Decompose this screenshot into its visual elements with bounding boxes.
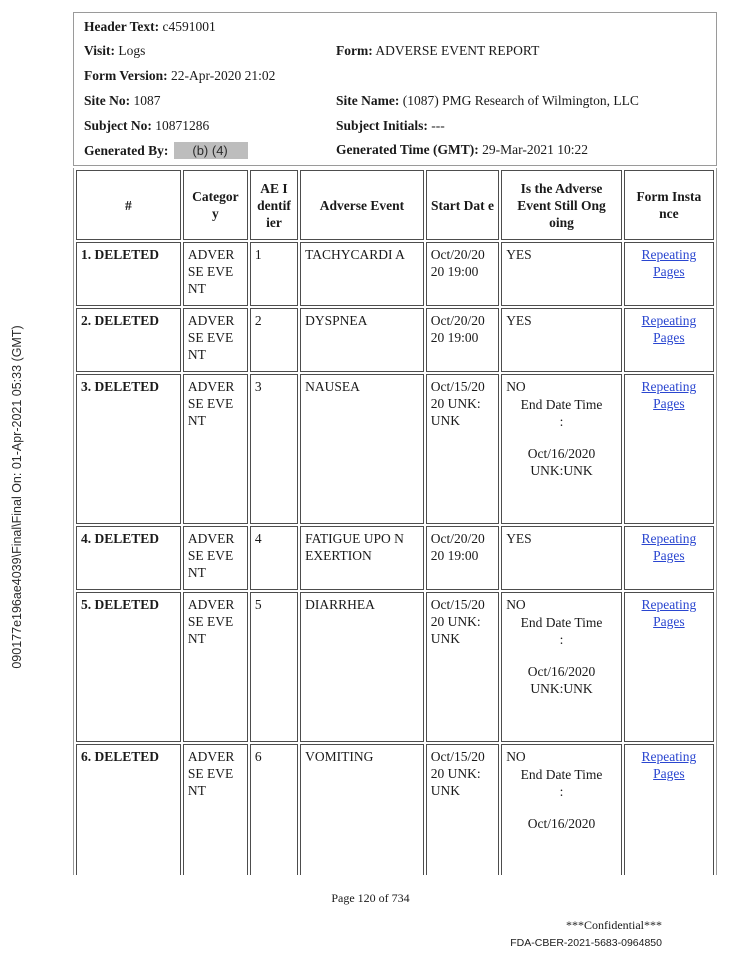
end-time-value: UNK:UNK xyxy=(530,681,593,696)
row-ae-identifier: 1 xyxy=(250,242,298,306)
site-no-row: Site No: 1087 xyxy=(84,93,161,108)
side-margin-label xyxy=(6,0,28,955)
row-form-instance xyxy=(624,592,714,742)
row-form-instance xyxy=(624,744,714,875)
row-ae-identifier: 5 xyxy=(250,592,298,742)
table-row xyxy=(76,592,714,742)
repeating-pages-link[interactable]: Repeating Pages xyxy=(641,379,697,411)
end-date-value: Oct/16/2020 xyxy=(527,664,596,679)
row-start-date: Oct/20/20 20 19:00 xyxy=(426,242,499,306)
generated-time-row: Generated Time (GMT): 29-Mar-2021 10:22 xyxy=(336,142,588,157)
final-stamp-text: 090177e196ae4039\Final\Final On: 01-Apr-2021 05:33 (GMT) xyxy=(10,324,24,669)
col-header-category: Categor y xyxy=(183,170,248,240)
row-number: 1. DELETED xyxy=(76,242,181,306)
row-start-date: Oct/20/20 20 19:00 xyxy=(426,526,499,590)
header-text-row: Header Text: c4591001 xyxy=(84,19,216,34)
col-header-form-instance: Form Insta nce xyxy=(624,170,714,240)
repeating-pages-link[interactable]: Repeating Pages xyxy=(641,749,697,781)
table-row xyxy=(76,374,714,524)
row-number: 4. DELETED xyxy=(76,526,181,590)
subject-initials-row: Subject Initials: --- xyxy=(336,118,445,133)
site-no-value: 1087 xyxy=(133,93,161,108)
row-start-date: Oct/15/20 20 UNK: UNK xyxy=(426,374,499,524)
row-start-date: Oct/15/20 20 UNK: UNK xyxy=(426,592,499,742)
row-adverse-event: VOMITING xyxy=(300,744,424,875)
row-start-date: Oct/15/20 20 UNK: UNK xyxy=(426,744,499,875)
end-date-label: End Date Time xyxy=(520,767,603,782)
row-ongoing xyxy=(501,744,622,875)
col-header-still-ongoing: Is the Adverse Event Still Ong oing xyxy=(501,170,622,240)
end-date-colon: : xyxy=(559,414,564,429)
end-date-colon: : xyxy=(559,632,564,647)
page-number: Page 120 of 734 xyxy=(331,891,410,905)
row-ongoing xyxy=(501,592,622,742)
repeating-pages-link[interactable]: Repeating Pages xyxy=(641,313,697,345)
row-form-instance xyxy=(624,308,714,372)
visit-value: Logs xyxy=(118,43,146,58)
row-adverse-event: FATIGUE UPO N EXERTION xyxy=(300,526,424,590)
generated-by-row: Generated By: (b) (4) xyxy=(84,142,248,159)
end-date-block xyxy=(506,614,617,697)
row-form-instance xyxy=(624,242,714,306)
row-form-instance xyxy=(624,374,714,524)
col-header-number: # xyxy=(76,170,181,240)
confidential-label: ***Confidential*** xyxy=(566,918,662,932)
subject-no-row: Subject No: 10871286 xyxy=(84,118,210,133)
form-header xyxy=(73,12,717,166)
end-date-block xyxy=(506,766,617,832)
end-date-label: End Date Time xyxy=(520,397,603,412)
row-ongoing: YES xyxy=(501,308,622,372)
row-start-date: Oct/20/20 20 19:00 xyxy=(426,308,499,372)
row-form-instance xyxy=(624,526,714,590)
end-date-colon: : xyxy=(559,784,564,799)
form-row: Form: ADVERSE EVENT REPORT xyxy=(336,43,540,58)
repeating-pages-link[interactable]: Repeating Pages xyxy=(641,247,697,279)
row-adverse-event: TACHYCARDI A xyxy=(300,242,424,306)
subject-no-value: 10871286 xyxy=(155,118,210,133)
form-value: ADVERSE EVENT REPORT xyxy=(375,43,540,58)
row-number: 2. DELETED xyxy=(76,308,181,372)
row-category: ADVER SE EVE NT xyxy=(183,374,248,524)
form-version-row: Form Version: 22-Apr-2020 21:02 xyxy=(84,68,276,83)
col-header-ae-identifier: AE I dentif ier xyxy=(250,170,298,240)
site-name-value: (1087) PMG Research of Wilmington, LLC xyxy=(402,93,639,108)
row-category: ADVER SE EVE NT xyxy=(183,242,248,306)
table-row xyxy=(76,526,714,590)
end-date-block xyxy=(506,396,617,479)
adverse-event-table xyxy=(74,168,716,875)
table-row xyxy=(76,308,714,372)
redaction-box: (b) (4) xyxy=(174,142,247,159)
table-row xyxy=(76,242,714,306)
row-ongoing: YES xyxy=(501,526,622,590)
row-ae-identifier: 3 xyxy=(250,374,298,524)
repeating-pages-link[interactable]: Repeating Pages xyxy=(641,531,697,563)
col-header-start-date: Start Dat e xyxy=(426,170,499,240)
visit-row: Visit: Logs xyxy=(84,43,146,58)
generated-time-value: 29-Mar-2021 10:22 xyxy=(482,142,588,157)
row-adverse-event: DYSPNEA xyxy=(300,308,424,372)
header-text-value: c4591001 xyxy=(162,19,216,34)
row-category: ADVER SE EVE NT xyxy=(183,744,248,875)
end-date-label: End Date Time xyxy=(520,615,603,630)
row-ongoing xyxy=(501,374,622,524)
ongoing-value: NO xyxy=(506,379,526,394)
row-ae-identifier: 4 xyxy=(250,526,298,590)
end-date-value: Oct/16/2020 xyxy=(527,816,596,831)
adverse-event-table-container xyxy=(73,168,717,875)
subject-initials-value: --- xyxy=(431,118,445,133)
row-number: 6. DELETED xyxy=(76,744,181,875)
row-adverse-event: NAUSEA xyxy=(300,374,424,524)
row-category: ADVER SE EVE NT xyxy=(183,526,248,590)
row-ae-identifier: 2 xyxy=(250,308,298,372)
row-ae-identifier: 6 xyxy=(250,744,298,875)
table-header-row xyxy=(76,170,714,240)
row-category: ADVER SE EVE NT xyxy=(183,308,248,372)
table-row xyxy=(76,744,714,875)
document-id: FDA-CBER-2021-5683-0964850 xyxy=(510,937,662,949)
form-version-value: 22-Apr-2020 21:02 xyxy=(171,68,276,83)
ongoing-value: NO xyxy=(506,597,526,612)
end-date-value: Oct/16/2020 xyxy=(527,446,596,461)
row-ongoing: YES xyxy=(501,242,622,306)
col-header-adverse-event: Adverse Event xyxy=(300,170,424,240)
site-name-row: Site Name: (1087) PMG Research of Wilmington, LLC xyxy=(336,93,639,108)
repeating-pages-link[interactable]: Repeating Pages xyxy=(641,597,697,629)
row-number: 3. DELETED xyxy=(76,374,181,524)
row-category: ADVER SE EVE NT xyxy=(183,592,248,742)
row-adverse-event: DIARRHEA xyxy=(300,592,424,742)
row-number: 5. DELETED xyxy=(76,592,181,742)
ongoing-value: NO xyxy=(506,749,526,764)
end-time-value: UNK:UNK xyxy=(530,463,593,478)
